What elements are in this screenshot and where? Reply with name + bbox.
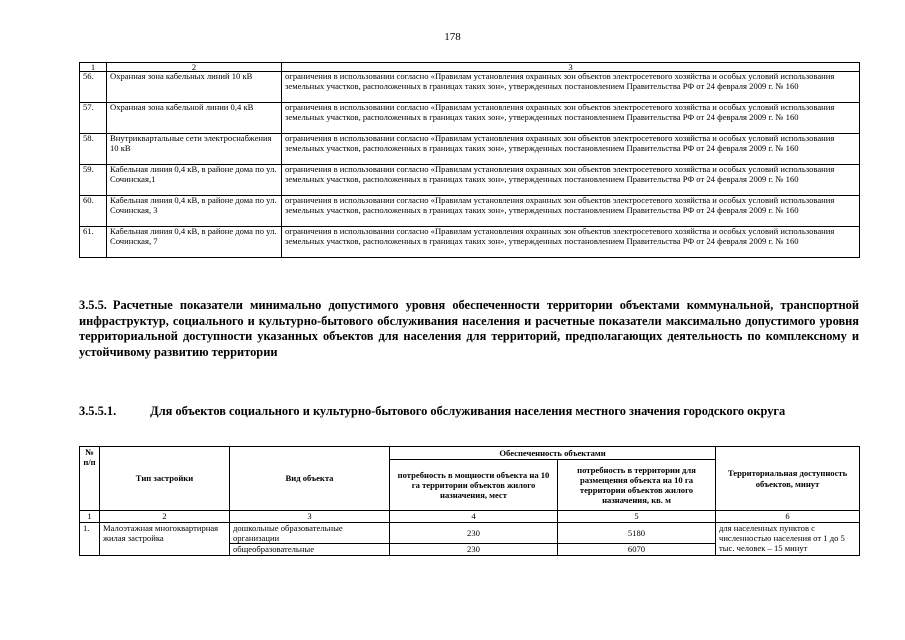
row-number: 60. — [80, 196, 107, 227]
section-title: Расчетные показатели минимально допустимого уровня обеспеченности территории объектами коммунальной, транспортной инфраструктур, социального и культурно-бытового обслуживания населения и расчетные показатели максимально допустимого уровня территориальной доступности указанных объектов для населения для территорий, предполагающих деятельность по комплексному и устойчивому развитию территории — [79, 298, 859, 359]
row-number: 61. — [80, 227, 107, 258]
zone-restriction: ограничения в использовании согласно «Правилам установления охранных зон объектов электросетевого хозяйства и особых условий использования земельных участков, расположенных в границах таких зон», утвержденных постановлением Правительства РФ от 24 февраля 2009 г. № 160 — [282, 134, 860, 165]
zones-header-col-3: 3 — [282, 63, 860, 72]
header-build-type: Тип застройки — [100, 447, 230, 511]
row-number: 59. — [80, 165, 107, 196]
capacity-value: 230 — [390, 544, 558, 555]
zone-name: Кабельная линия 0,4 кВ, в районе дома по ул. Сочинская, 7 — [107, 227, 282, 258]
capacity-value: 230 — [390, 523, 558, 544]
header-area: потребность в территории для размещения объекта на 10 га территории объектов жилого назначения, кв. м — [558, 460, 716, 511]
index-cell: 4 — [390, 511, 558, 523]
table-row — [80, 196, 860, 227]
facilities-index-row — [80, 511, 860, 523]
index-cell: 6 — [716, 511, 860, 523]
area-value: 5180 — [558, 523, 716, 544]
index-cell: 2 — [100, 511, 230, 523]
header-provision: Обеспеченность объектами — [390, 447, 716, 460]
table-row — [80, 72, 860, 103]
zone-restriction: ограничения в использовании согласно «Правилам установления охранных зон объектов электросетевого хозяйства и особых условий использования земельных участков, расположенных в границах таких зон», утвержденных постановлением Правительства РФ от 24 февраля 2009 г. № 160 — [282, 196, 860, 227]
section-heading-3-5-5 — [79, 298, 859, 360]
facilities-table — [79, 446, 860, 556]
row-number: 1. — [80, 523, 100, 556]
zones-header-col-2: 2 — [107, 63, 282, 72]
header-access: Территориальная доступность объектов, минут — [716, 447, 860, 511]
header-object-type: Вид объекта — [230, 447, 390, 511]
table-row — [80, 227, 860, 258]
index-cell: 3 — [230, 511, 390, 523]
object-type: общеобразовательные — [230, 544, 390, 555]
zones-table — [79, 62, 860, 258]
zone-restriction: ограничения в использовании согласно «Правилам установления охранных зон объектов электросетевого хозяйства и особых условий использования земельных участков, расположенных в границах таких зон», утвержденных постановлением Правительства РФ от 24 февраля 2009 г. № 160 — [282, 227, 860, 258]
section-number: 3.5.5.1. — [79, 404, 117, 418]
row-number: 57. — [80, 103, 107, 134]
zone-restriction: ограничения в использовании согласно «Правилам установления охранных зон объектов электросетевого хозяйства и особых условий использования земельных участков, расположенных в границах таких зон», утвержденных постановлением Правительства РФ от 24 февраля 2009 г. № 160 — [282, 103, 860, 134]
object-type: дошкольные образовательные организации — [230, 523, 390, 544]
header-num: № п/п — [80, 447, 100, 511]
table-row — [80, 103, 860, 134]
zone-restriction: ограничения в использовании согласно «Правилам установления охранных зон объектов электросетевого хозяйства и особых условий использования земельных участков, расположенных в границах таких зон», утвержденных постановлением Правительства РФ от 24 февраля 2009 г. № 160 — [282, 72, 860, 103]
zone-restriction: ограничения в использовании согласно «Правилам установления охранных зон объектов электросетевого хозяйства и особых условий использования земельных участков, расположенных в границах таких зон», утвержденных постановлением Правительства РФ от 24 февраля 2009 г. № 160 — [282, 165, 860, 196]
index-cell: 5 — [558, 511, 716, 523]
row-number: 58. — [80, 134, 107, 165]
build-type: Малоэтажная многоквартирная жилая застройка — [100, 523, 230, 556]
page-number: 178 — [444, 31, 461, 43]
zone-name: Охранная зона кабельной линии 0,4 кВ — [107, 103, 282, 134]
table-row — [80, 134, 860, 165]
section-heading-3-5-5-1 — [79, 404, 859, 420]
zone-name: Охранная зона кабельных линий 10 кВ — [107, 72, 282, 103]
section-title: Для объектов социального и культурно-бытового обслуживания населения местного значения городского округа — [150, 404, 786, 418]
zones-header-col-1: 1 — [80, 63, 107, 72]
index-cell: 1 — [80, 511, 100, 523]
zone-name: Кабельная линия 0,4 кВ, в районе дома по ул. Сочинская, 3 — [107, 196, 282, 227]
area-value: 6070 — [558, 544, 716, 555]
table-row — [80, 523, 860, 544]
table-row — [80, 165, 860, 196]
header-capacity: потребность в мощности объекта на 10 га территории объектов жилого назначения, мест — [390, 460, 558, 511]
access-value: для населенных пунктов с численностью населения от 1 до 5 тыс. человек – 15 минут — [716, 523, 860, 556]
section-number: 3.5.5. — [79, 298, 107, 312]
facilities-header-row-1 — [80, 447, 860, 460]
zone-name: Кабельная линия 0,4 кВ, в районе дома по ул. Сочинская,1 — [107, 165, 282, 196]
zone-name: Внутриквартальные сети электроснабжения 10 кВ — [107, 134, 282, 165]
row-number: 56. — [80, 72, 107, 103]
